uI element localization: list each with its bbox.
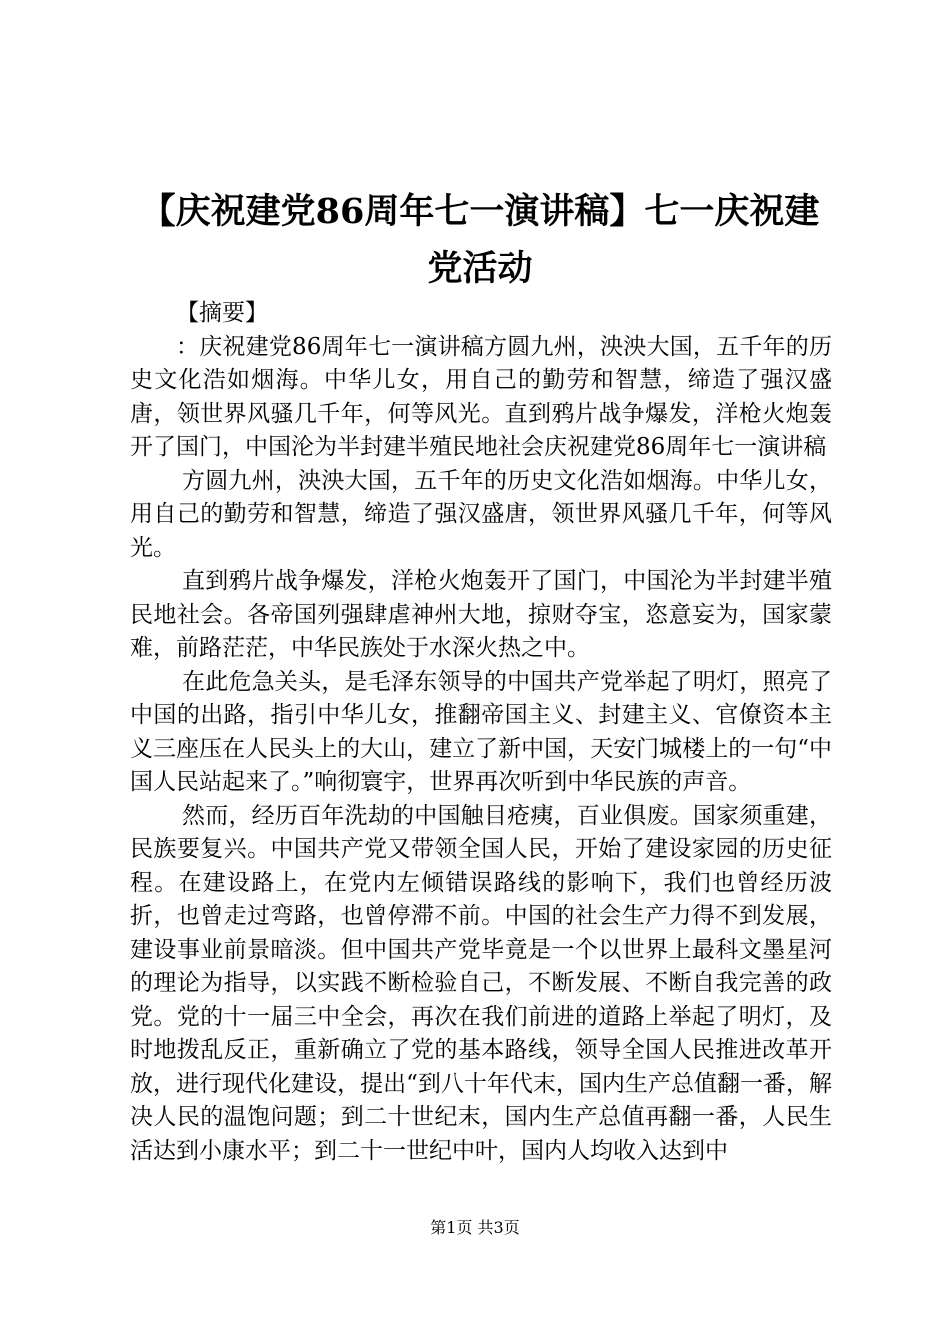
abstract-label: 【摘要】 — [176, 300, 268, 326]
body-paragraph-4: 然而，经历百年洗劫的中国触目疮痍，百业俱废。国家须重建，民族要复兴。中国共产党又带领全国人民，开始了建设家园的历史征程。在建设路上，在党内左倾错误路线的影响下，我们也曾经历波折，也曾走过弯路，也曾停滞不前。中国的社会生产力得不到发展，建设事业前景暗淡。但中国共产党毕竟是一个以世界上最科文墨星河的理论为指导，以实践不断检验自己，不断发展、不断自我完善的政党。党的十一届三中全会，再次在我们前进的道路上举起了明灯，及时地拨乱反正，重新确立了党的基本路线，领导全国人民推进改革开放，进行现代化建设，提出“到八十年代末，国内生产总值翻一番，解决人民的温饱问题；到二十世纪末，国内生产总值再翻一番，人民生活达到小康水平；到二十一世纪中叶，国内人均收入达到中 — [130, 802, 832, 1164]
body-paragraph-3: 在此危急关头，是毛泽东领导的中国共产党举起了明灯，照亮了中国的出路，指引中华儿女，推翻帝国主义、封建主义、官僚资本主义三座压在人民头上的大山，建立了新中国，天安门城楼上的一句“中国人民站起来了。”响彻寰宇，世界再次听到中华民族的声音。 — [130, 668, 832, 795]
abstract-text: ：庆祝建党86周年七一演讲稿方圆九州，泱泱大国，五千年的历史文化浩如烟海。中华儿女，用自己的勤劳和智慧，缔造了强汉盛唐，领世界风骚几千年，何等风光。直到鸦片战争爆发，洋枪火炮轰开了国门，中国沦为半封建半殖民地社会庆祝建党86周年七一演讲稿 — [130, 333, 832, 460]
body-paragraph-1: 方圆九州，泱泱大国，五千年的历史文化浩如烟海。中华儿女，用自己的勤劳和智慧，缔造了强汉盛唐，领世界风骚几千年，何等风光。 — [130, 467, 832, 561]
page-footer: 第1页 共3页 — [430, 1218, 520, 1237]
document-body — [130, 297, 832, 1168]
body-paragraph-2: 直到鸦片战争爆发，洋枪火炮轰开了国门，中国沦为半封建半殖民地社会。各帝国列强肆虐神州大地，掠财夺宝，恣意妄为，国家蒙难，前路茫茫，中华民族处于水深火热之中。 — [130, 568, 832, 661]
document-title: 【庆祝建党86周年七一演讲稿】七一庆祝建党活动 — [140, 191, 820, 289]
